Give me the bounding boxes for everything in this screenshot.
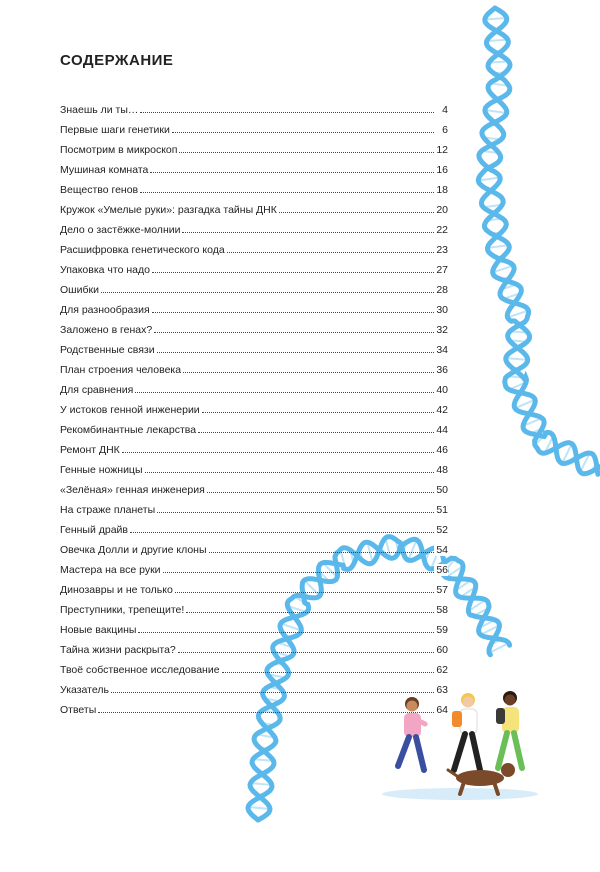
toc-entry-title: Дело о застёжке-молнии <box>60 224 181 236</box>
dot-leader <box>279 212 434 213</box>
toc-entry <box>60 196 448 216</box>
toc-entry-title: Генные ножницы <box>60 464 143 476</box>
toc-entry-title: Упаковка что надо <box>60 264 150 276</box>
toc-entry <box>60 376 448 396</box>
toc-entry-title: Рекомбинантные лекарства <box>60 424 197 436</box>
toc-entry-title: Мушиная комната <box>60 164 149 176</box>
toc-entry-page: 50 <box>434 484 448 496</box>
dot-leader <box>163 572 434 573</box>
toc-entry-page: 48 <box>434 464 448 476</box>
toc-entry-page: 20 <box>434 204 448 216</box>
toc-entry <box>60 576 448 596</box>
dot-leader <box>207 492 434 493</box>
toc-entry-page: 32 <box>434 324 448 336</box>
toc-entry <box>60 596 448 616</box>
dot-leader <box>152 312 434 313</box>
toc-entry-title: Твоё собственное исследование <box>60 664 220 676</box>
toc-entry <box>60 496 448 516</box>
toc-entry <box>60 316 448 336</box>
dot-leader <box>182 232 434 233</box>
dot-leader <box>198 432 434 433</box>
toc-entry-page: 18 <box>434 184 448 196</box>
dot-leader <box>172 132 434 133</box>
toc-entry-title: Кружок «Умелые руки»: разгадка тайны ДНК <box>60 204 277 216</box>
toc-entry-page: 63 <box>434 684 448 696</box>
dot-leader <box>227 252 434 253</box>
children-walking-illustration <box>380 686 540 804</box>
toc-entry-page: 36 <box>434 364 448 376</box>
toc-entry-title: Генный драйв <box>60 524 128 536</box>
toc-entry-page: 34 <box>434 344 448 356</box>
toc-entry-title: Расшифровка генетического кода <box>60 244 225 256</box>
toc-entry <box>60 216 448 236</box>
toc-entry-page: 60 <box>434 644 448 656</box>
toc-entry-page: 27 <box>434 264 448 276</box>
dot-leader <box>98 712 434 713</box>
toc-entry <box>60 136 448 156</box>
toc-entry-title: Мастера на все руки <box>60 564 161 576</box>
dot-leader <box>179 152 434 153</box>
toc-entry-page: 44 <box>434 424 448 436</box>
toc-entry <box>60 336 448 356</box>
toc-entry-page: 64 <box>434 704 448 716</box>
toc-entry-page: 30 <box>434 304 448 316</box>
dot-leader <box>135 392 434 393</box>
toc-entry-title: Ответы <box>60 704 97 716</box>
child-pink-icon <box>398 697 429 770</box>
toc-entry-page: 52 <box>434 524 448 536</box>
dot-leader <box>186 612 434 613</box>
dot-leader <box>111 692 434 693</box>
toc-entry-page: 51 <box>434 504 448 516</box>
toc-entry-page: 4 <box>434 104 448 116</box>
dot-leader <box>183 372 434 373</box>
toc-entry-title: Родственные связи <box>60 344 155 356</box>
toc-entry-page: 46 <box>434 444 448 456</box>
dot-leader <box>122 452 434 453</box>
toc-entry-title: Преступники, трепещите! <box>60 604 185 616</box>
dot-leader <box>175 592 434 593</box>
toc-entry <box>60 556 448 576</box>
toc-entry <box>60 436 448 456</box>
toc-entry-page: 12 <box>434 144 448 156</box>
toc-entry-title: Ошибки <box>60 284 99 296</box>
toc-entry <box>60 156 448 176</box>
dot-leader <box>209 552 434 553</box>
dot-leader <box>145 472 435 473</box>
toc-entry-title: Новые вакцины <box>60 624 137 636</box>
toc-entry <box>60 656 448 676</box>
toc-entry-title: У истоков генной инженерии <box>60 404 200 416</box>
dot-leader <box>152 272 434 273</box>
toc-entry-page: 54 <box>434 544 448 556</box>
child-yellow-icon <box>452 693 480 770</box>
dot-leader <box>178 652 434 653</box>
toc-entry-page: 57 <box>434 584 448 596</box>
toc-entry-title: Ремонт ДНК <box>60 444 120 456</box>
toc-entry-page: 23 <box>434 244 448 256</box>
child-green-icon <box>496 691 522 768</box>
toc-entry-title: Заложено в генах? <box>60 324 153 336</box>
toc-entry-title: Для разнообразия <box>60 304 150 316</box>
toc-entry-title: Посмотрим в микроскоп <box>60 144 178 156</box>
toc-entry-title: Указатель <box>60 684 109 696</box>
dot-leader <box>157 512 434 513</box>
toc-entry-page: 6 <box>434 124 448 136</box>
toc-entry-title: Для сравнения <box>60 384 134 396</box>
toc-entry <box>60 416 448 436</box>
toc-entry <box>60 116 448 136</box>
toc-entry-page: 62 <box>434 664 448 676</box>
dot-leader <box>202 412 434 413</box>
toc-entry <box>60 356 448 376</box>
toc-entry <box>60 96 448 116</box>
toc-entry-page: 40 <box>434 384 448 396</box>
toc-entry-page: 22 <box>434 224 448 236</box>
toc-entry <box>60 236 448 256</box>
dot-leader <box>130 532 434 533</box>
toc-entry-title: На страже планеты <box>60 504 156 516</box>
dna-helix-top <box>478 8 600 474</box>
toc-entry-title: Тайна жизни раскрыта? <box>60 644 176 656</box>
toc-entry-page: 42 <box>434 404 448 416</box>
toc-entry <box>60 256 448 276</box>
toc-entry-title: Знаешь ли ты… <box>60 104 139 116</box>
toc-entry-page: 59 <box>434 624 448 636</box>
toc-entry <box>60 276 448 296</box>
table-of-contents <box>60 96 448 676</box>
toc-entry-page: 58 <box>434 604 448 616</box>
toc-entry <box>60 176 448 196</box>
toc-entry-page: 16 <box>434 164 448 176</box>
toc-entry-title: План строения человека <box>60 364 182 376</box>
toc-entry-title: Динозавры и не только <box>60 584 173 596</box>
toc-entry <box>60 456 448 476</box>
dot-leader <box>140 112 434 113</box>
toc-entry <box>60 616 448 636</box>
page-title: СОДЕРЖАНИЕ <box>60 52 174 69</box>
dot-leader <box>222 672 434 673</box>
toc-entry-title: Овечка Долли и другие клоны <box>60 544 207 556</box>
toc-entry <box>60 636 448 656</box>
toc-entry-page: 56 <box>434 564 448 576</box>
toc-entry-title: «Зелёная» генная инженерия <box>60 484 205 496</box>
toc-entry <box>60 296 448 316</box>
toc-entry-title: Вещество генов <box>60 184 139 196</box>
dot-leader <box>101 292 434 293</box>
dot-leader <box>157 352 434 353</box>
toc-entry <box>60 516 448 536</box>
dot-leader <box>140 192 434 193</box>
toc-entry-page: 28 <box>434 284 448 296</box>
toc-entry <box>60 476 448 496</box>
toc-entry <box>60 396 448 416</box>
toc-entry-title: Первые шаги генетики <box>60 124 170 136</box>
dot-leader <box>154 332 434 333</box>
dot-leader <box>150 172 434 173</box>
toc-entry <box>60 536 448 556</box>
dot-leader <box>138 632 434 633</box>
